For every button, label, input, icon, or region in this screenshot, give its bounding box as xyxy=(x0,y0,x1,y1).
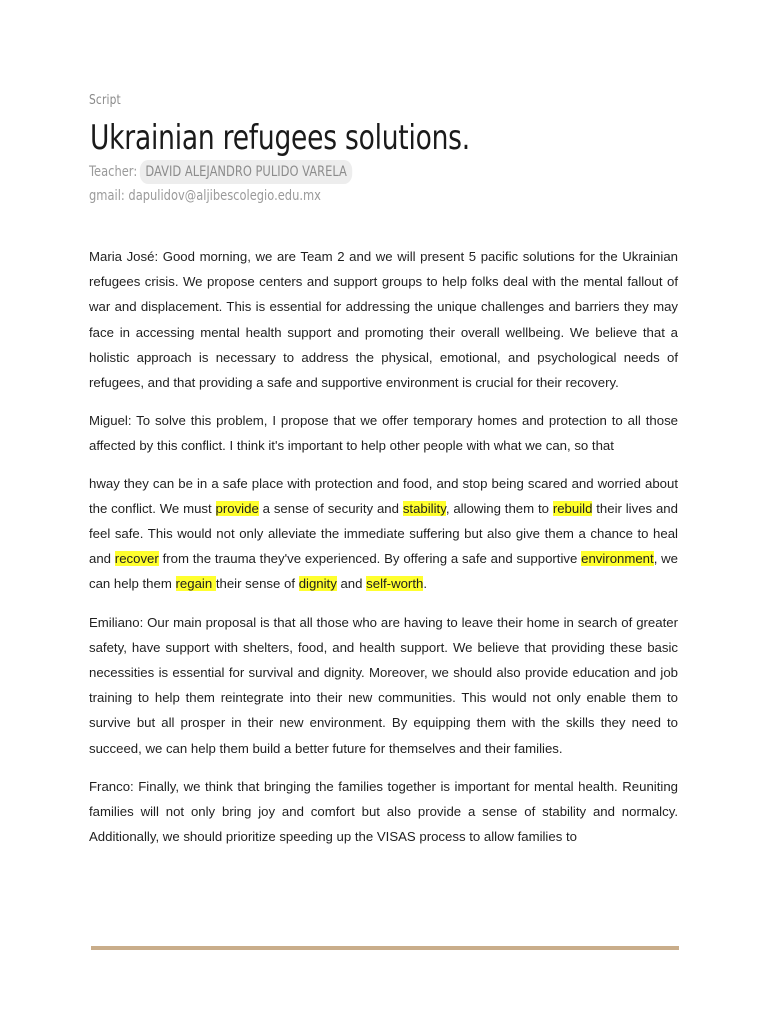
highlighted-word: dignity xyxy=(298,576,337,592)
text-segment: their lives and feel safe. This would not only alleviate the immediate suffering but also give them a chance to heal and xyxy=(89,500,678,567)
text-segment: . xyxy=(423,576,427,592)
highlighted-word: recover xyxy=(114,551,159,567)
highlighted-word: provide xyxy=(215,500,259,516)
document-type-label: Script xyxy=(89,93,121,108)
text-segment: a sense of security and xyxy=(258,500,403,516)
paragraph-miguel: Miguel: To solve this problem, I propose that we offer temporary homes and protection to all those affected by this conflict. I think it's important to help other people with what we can, so that xyxy=(89,413,678,454)
teacher-name-chip[interactable]: DAVID ALEJANDRO PULIDO VARELA xyxy=(140,160,353,184)
paragraph-franco: Franco: Finally, we think that bringing the families together is important for mental health. Reuniting families will not only bring joy and comfort but also provide a sense of stability and normalcy. Additionally, we should prioritize speeding up the VISAS process to allow families to xyxy=(89,778,678,845)
paragraph-maria-jose: Maria José: Good morning, we are Team 2 and we will present 5 pacific solutions for the Ukrainian refugees crisis. We propose centers and support groups to help folks deal with the mental fallout of war and displacement. This is essential for addressing the unique challenges and barriers they may face in accessing mental health support and promoting their overall wellbeing. We believe that a holistic approach is necessary to address the physical, emotional, and psychological needs of refugees, and that providing a safe and supportive environment is crucial for their recovery. xyxy=(89,249,678,391)
highlighted-word: stability xyxy=(402,500,446,516)
text-segment: , we can help them xyxy=(89,551,678,592)
highlighted-word: self-worth xyxy=(366,576,424,592)
email-line: gmail: dapulidov@aljibescolegio.edu.mx xyxy=(89,188,321,204)
text-segment: from the trauma they've experienced. By offering a safe and supportive xyxy=(158,551,582,567)
document-title: Ukrainian refugees solutions. xyxy=(90,118,470,158)
teacher-line xyxy=(89,160,353,184)
text-segment: their sense of xyxy=(215,576,299,592)
paragraph-emiliano: Emiliano: Our main proposal is that all those who are having to leave their home in search of greater safety, have support with shelters, food, and health support. We believe that providing these basic necessities is essential for survival and dignity. Moreover, we should also provide education and job training to help them reintegrate into their new communities. This would not only enable them to survive but all prosper in their new environment. By equipping them with the skills they need to succeed, we can help them build a better future for themselves and their families. xyxy=(89,614,678,756)
highlighted-word: regain xyxy=(175,576,216,592)
text-segment: hway they can be in a safe place with protection and food, and stop being scared and worried about the conflict. We must xyxy=(89,475,678,516)
paragraph-miguel-continued xyxy=(89,471,678,597)
text-segment: and xyxy=(336,576,367,592)
text-segment: , allowing them to xyxy=(445,500,553,516)
document-page xyxy=(89,0,678,1024)
teacher-prefix: Teacher: xyxy=(89,164,138,180)
highlighted-word: environment xyxy=(581,551,654,567)
script-body xyxy=(89,244,678,862)
footer-divider xyxy=(91,946,679,950)
highlighted-word: rebuild xyxy=(552,500,593,516)
